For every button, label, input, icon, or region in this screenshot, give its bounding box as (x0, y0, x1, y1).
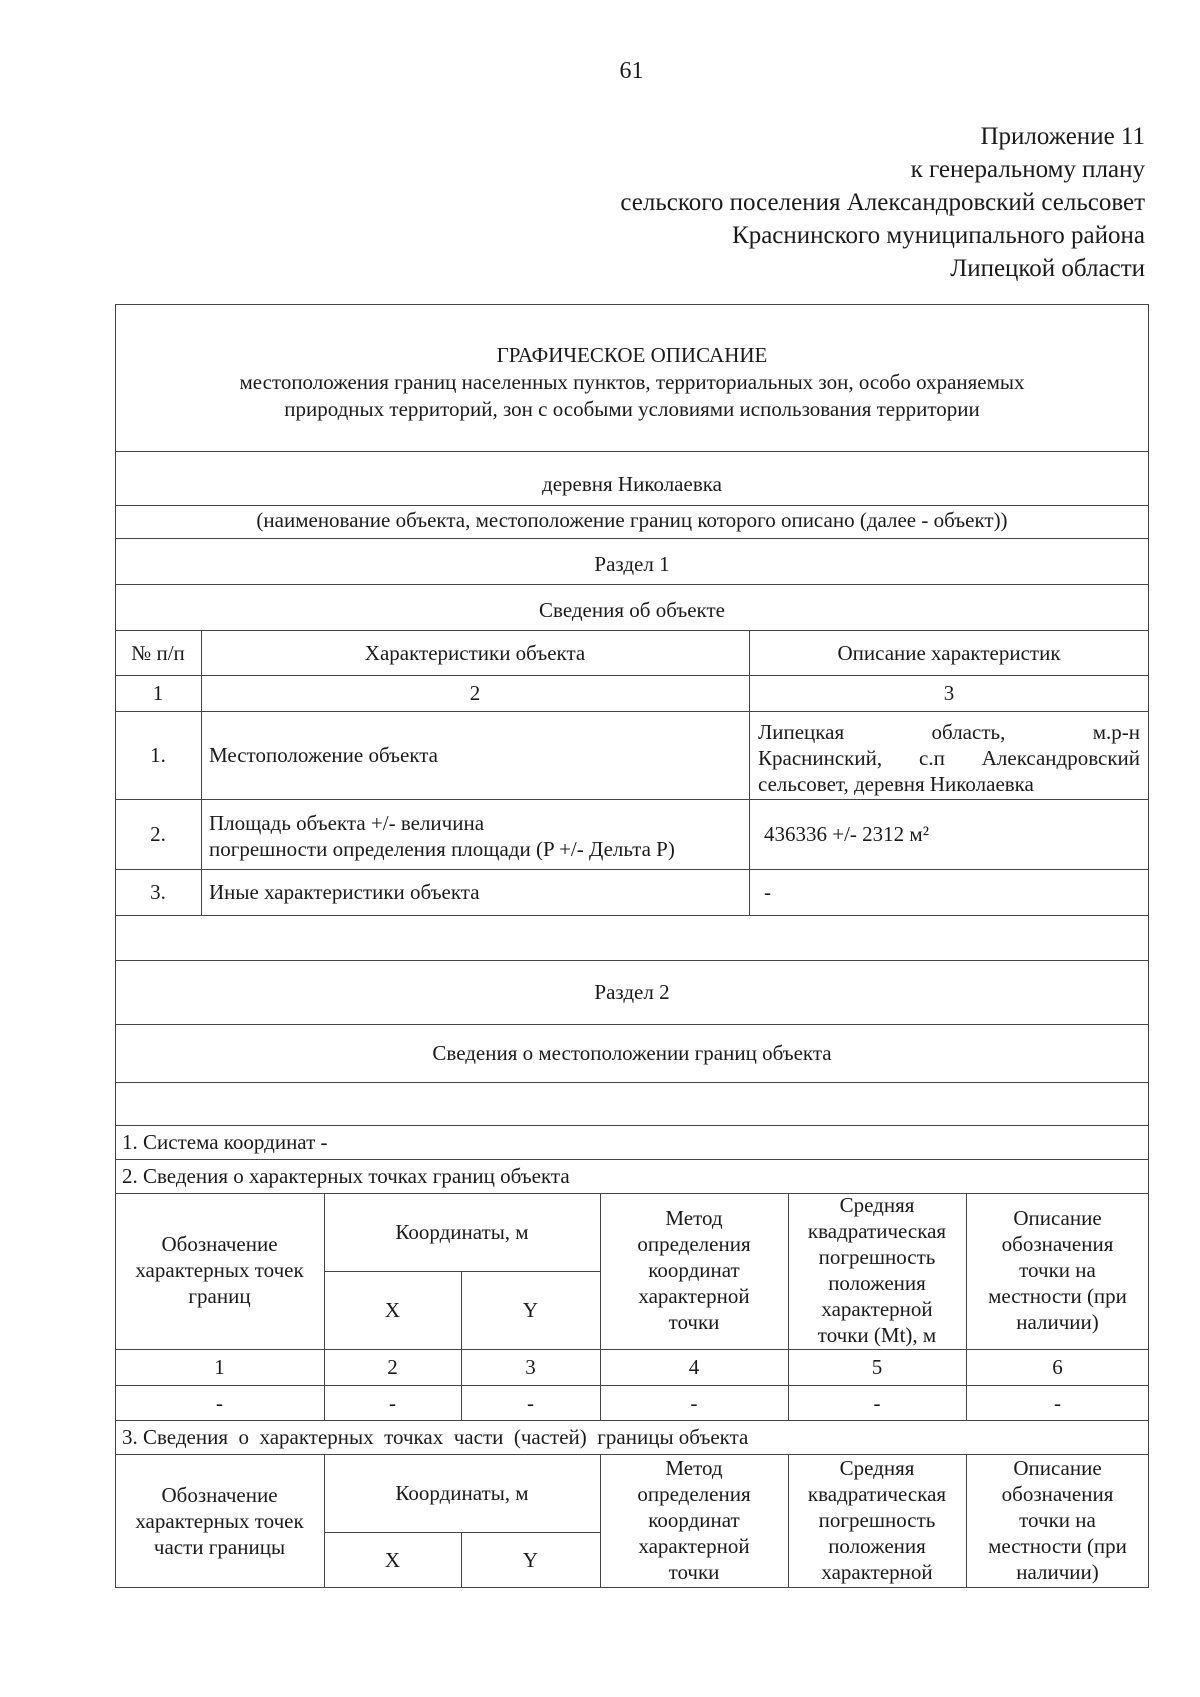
appendix-line: к генеральному плану (910, 156, 1145, 183)
characteristic-value: Краснинский, с.п Александровский (758, 746, 1140, 770)
document-subtitle: природных территорий, зон с особыми условиями использования территории (284, 397, 980, 421)
column-number: 6 (1052, 1355, 1063, 1379)
points-table-title: 2. Сведения о характерных точках границ объекта (122, 1164, 570, 1188)
page-number: 61 (619, 58, 644, 84)
coordinates-header: Координаты, м (395, 1220, 529, 1244)
divider (115, 584, 1149, 585)
empty-cell: - (216, 1390, 223, 1415)
section2-title: Раздел 2 (594, 980, 670, 1004)
column-number: 1 (214, 1355, 225, 1379)
characteristic-value: Липецкая область, м.р-н (758, 720, 1140, 744)
column-number: 3 (525, 1355, 536, 1379)
error-header: Средняя квадратическая погрешность положения характерной (807, 1456, 947, 1584)
column-number: 3 (943, 681, 955, 705)
designation-header: Обозначение характерных точек границ (135, 1232, 304, 1308)
characteristic-name: погрешности определения площади (P +/- Дельта P) (209, 837, 675, 861)
column-number: 2 (469, 681, 481, 705)
document-subtitle: местоположения границ населенных пунктов, территориальных зон, особо охраняемых (239, 370, 1025, 394)
divider (115, 538, 1149, 539)
empty-cell: - (1054, 1390, 1061, 1415)
appendix-line: Краснинского муниципального района (732, 222, 1145, 249)
characteristic-value: 436336 +/- 2312 м² (764, 822, 930, 846)
empty-cell: - (690, 1390, 698, 1415)
column-header: Описание характеристик (837, 640, 1061, 665)
object-caption: (наименование объекта, местоположение границ которого описано (далее - объект)) (256, 508, 1008, 532)
appendix-header (445, 120, 1145, 285)
object-name: деревня Николаевка (542, 472, 722, 496)
x-header: X (384, 1548, 401, 1572)
divider (115, 505, 1149, 506)
empty-cell: - (873, 1390, 881, 1415)
y-header: Y (522, 1298, 539, 1322)
divider (115, 915, 1149, 916)
row-number: 3. (150, 880, 166, 904)
appendix-line: Приложение 11 (980, 123, 1145, 150)
column-number: 2 (387, 1355, 398, 1379)
document-title: ГРАФИЧЕСКОЕ ОПИСАНИЕ (496, 343, 768, 367)
empty-cell: - (389, 1390, 396, 1415)
empty-cell: - (527, 1390, 534, 1415)
section2-subtitle: Сведения о местоположении границ объекта (432, 1041, 832, 1065)
divider (115, 451, 1149, 452)
column-header: № п/п (131, 640, 185, 665)
column-number: 1 (152, 681, 164, 705)
description-header: Описание обозначения точки на местности (при наличии) (988, 1456, 1127, 1584)
characteristic-name: Иные характеристики объекта (209, 880, 480, 904)
coordinates-header: Координаты, м (395, 1481, 529, 1505)
x-header: X (384, 1298, 401, 1322)
column-header: Характеристики объекта (364, 640, 586, 665)
appendix-line: Липецкой области (950, 255, 1145, 282)
characteristic-name: Местоположение объекта (209, 743, 439, 767)
characteristic-name: Площадь объекта +/- величина (209, 811, 485, 835)
section1-subtitle: Сведения об объекте (539, 598, 725, 622)
appendix-line: сельского поселения Александровский сельсовет (620, 189, 1145, 216)
method-header: Метод определения координат характерной точки (637, 1456, 751, 1584)
parts-table-title: 3. Сведения о характерных точках части (частей) границы объекта (122, 1425, 749, 1449)
designation-header: Обозначение характерных точек части границы (135, 1483, 304, 1559)
section1-title: Раздел 1 (594, 552, 670, 576)
y-header: Y (522, 1548, 539, 1572)
divider (115, 1082, 1149, 1083)
divider (115, 1193, 1149, 1194)
characteristic-value: сельсовет, деревня Николаевка (758, 772, 1034, 796)
coordinate-system: 1. Система координат - (122, 1130, 328, 1154)
row-number: 2. (150, 822, 166, 846)
method-header: Метод определения координат характерной точки (637, 1206, 751, 1334)
row-number: 1. (150, 743, 166, 767)
description-header: Описание обозначения точки на местности (при наличии) (988, 1206, 1127, 1334)
column-number: 5 (871, 1355, 883, 1379)
characteristic-value: - (764, 880, 771, 904)
error-header: Средняя квадратическая погрешность положения характерной точки (Mt), м (807, 1193, 947, 1347)
column-number: 4 (688, 1355, 700, 1379)
